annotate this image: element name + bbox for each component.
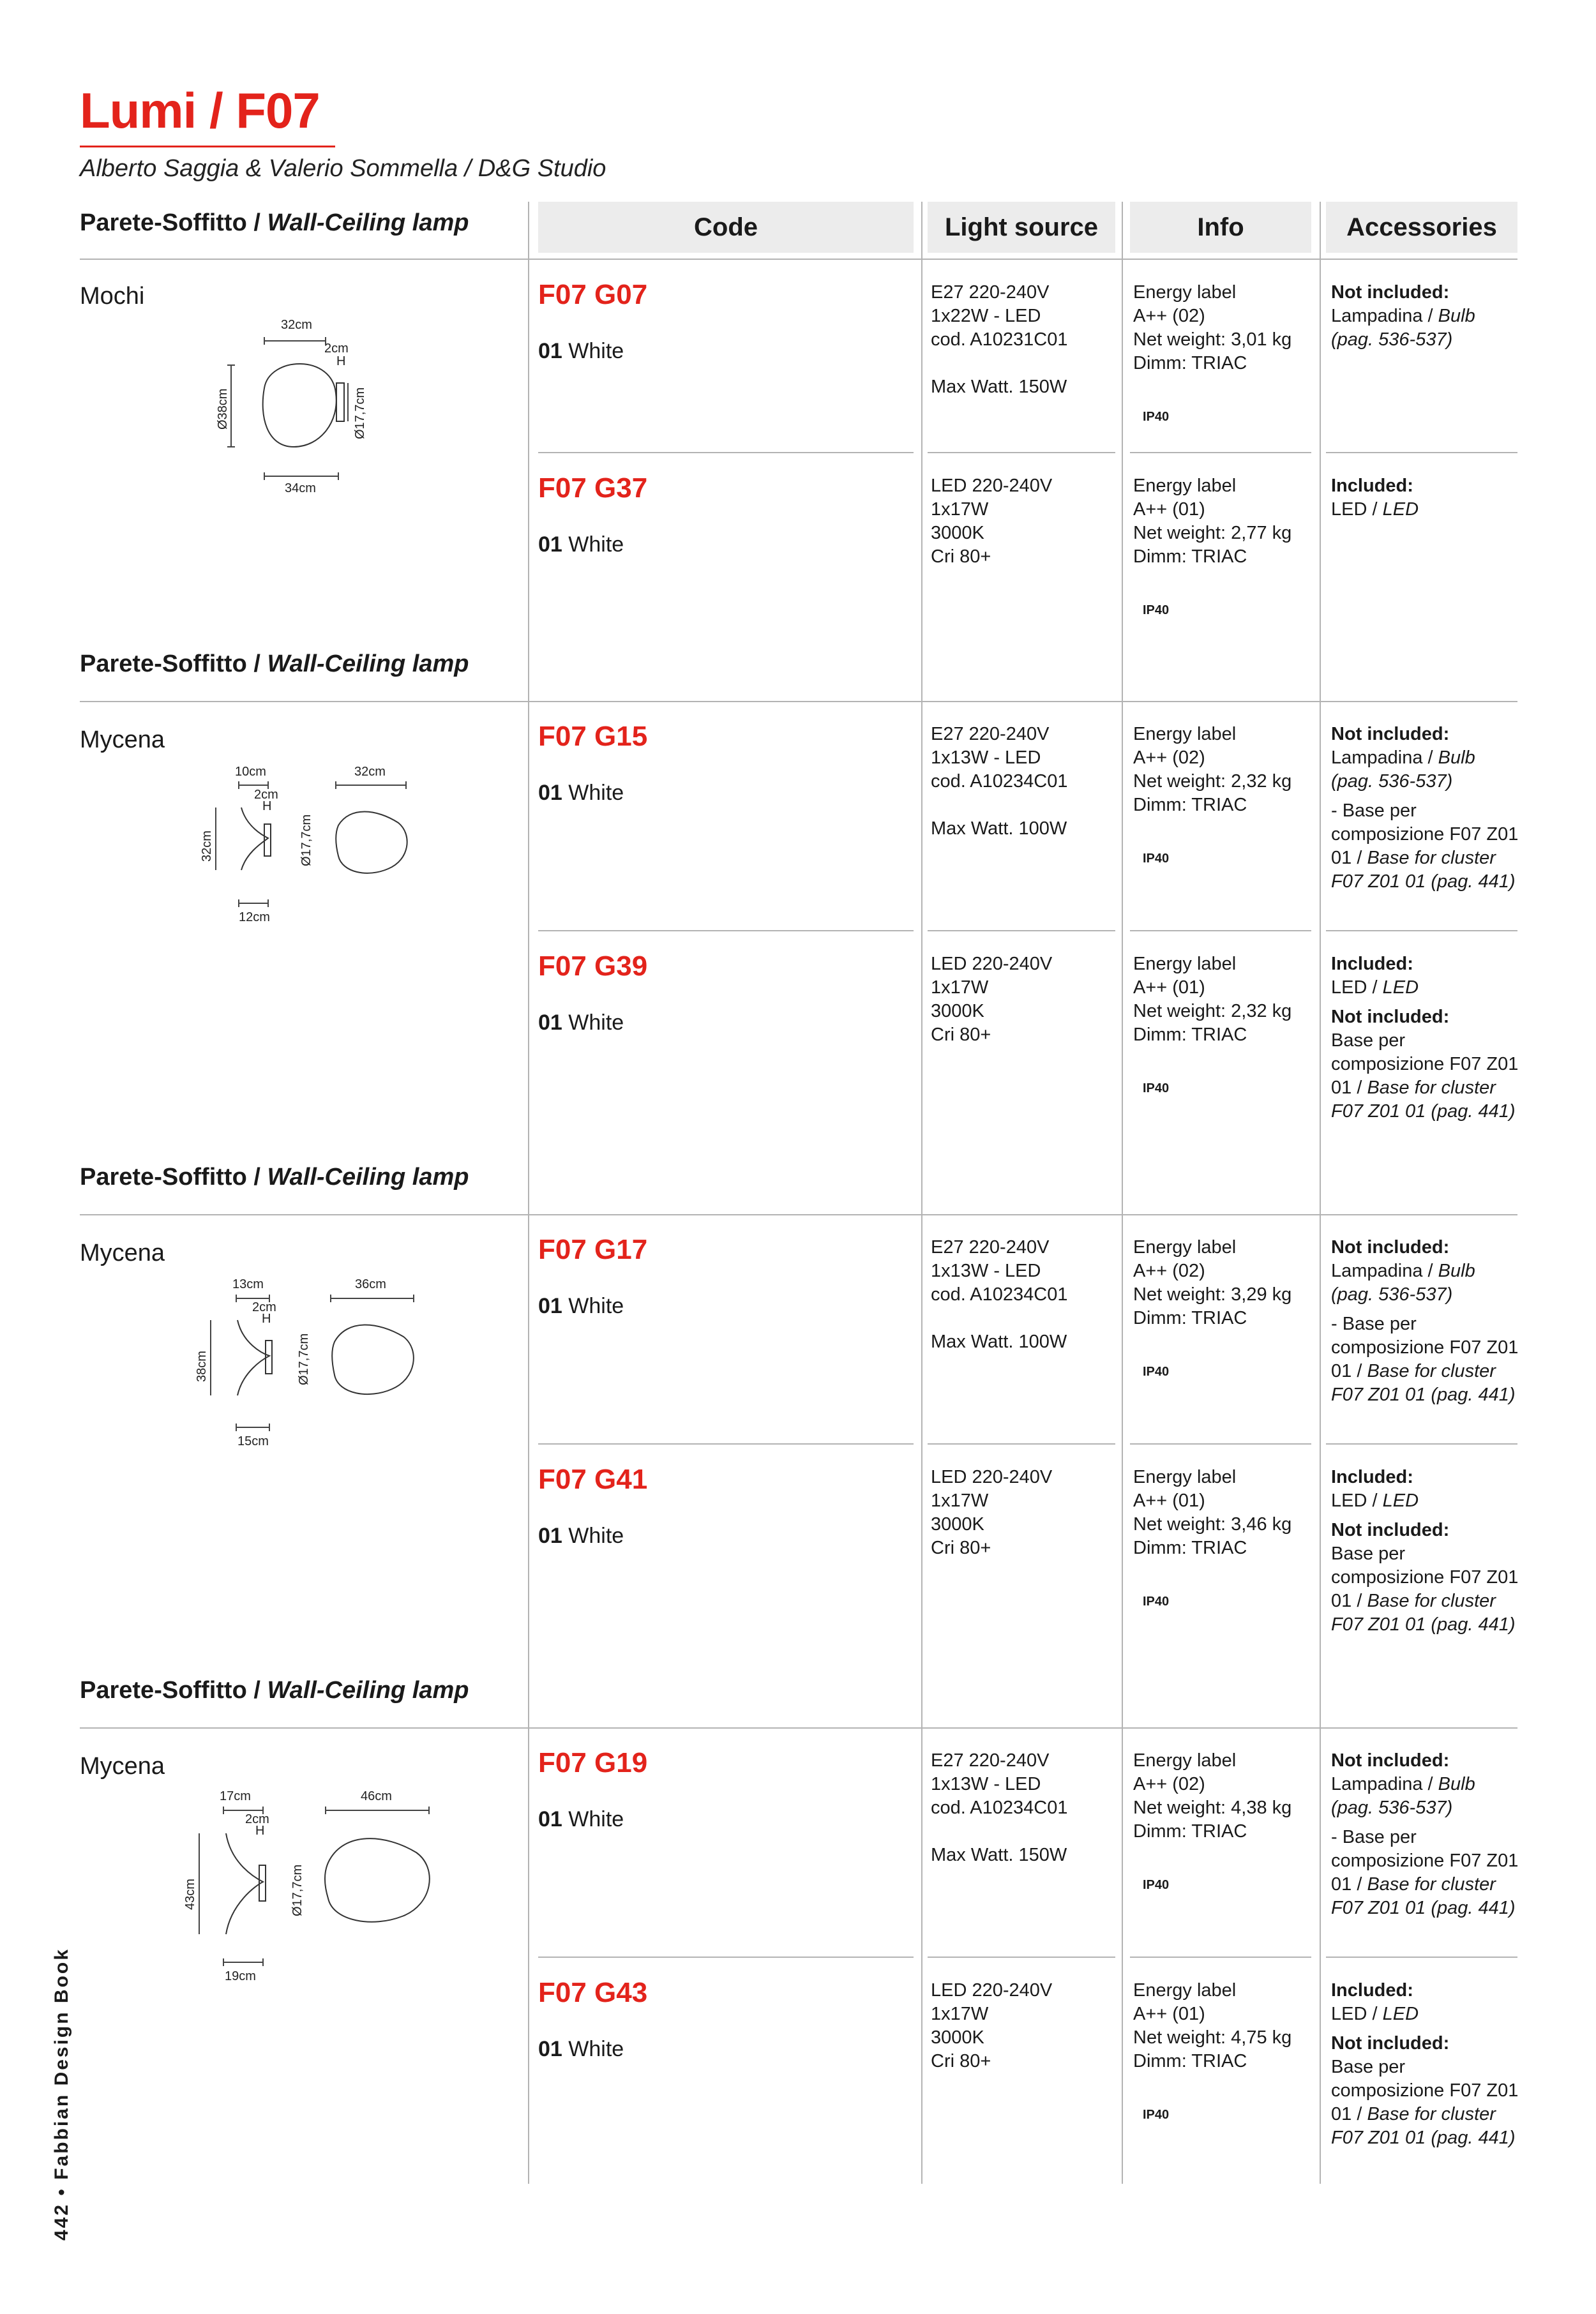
column-header-info: Info — [1130, 202, 1311, 253]
info-spec: Energy label A++ (01) Net weight: 3,46 kg Dimm: TRIAC — [1133, 1467, 1292, 1558]
info-spec: Energy label A++ (01) Net weight: 4,75 kg Dimm: TRIAC — [1133, 1980, 1292, 2071]
info-spec: Energy label A++ (01) Net weight: 2,77 kg Dimm: TRIAC — [1133, 476, 1292, 567]
ip-rating: IP40 — [1143, 1365, 1170, 1379]
svg-text:Ø17,7cm: Ø17,7cm — [299, 814, 313, 866]
row-divider — [538, 1443, 914, 1445]
page-footer: 442 • Fabbian Design Book — [51, 1948, 72, 2241]
accessories-spec: Not included: Lampadina / Bulb (pag. 536-537) - Base per composizione F07 Z01 01 / Base for cluster F07 Z01 01 (pag. 441) — [1331, 1237, 1519, 1405]
svg-text:36cm: 36cm — [355, 1277, 386, 1291]
section-divider — [80, 1214, 1517, 1215]
light-source-spec: LED 220-240V 1x17W 3000K Cri 80+ — [931, 1980, 1053, 2071]
mochi-dimension-drawing — [211, 313, 402, 498]
color-option: 01 White — [538, 2037, 624, 2061]
svg-text:38cm: 38cm — [195, 1351, 209, 1382]
product-code: F07 G07 — [538, 279, 648, 310]
color-option: 01 White — [538, 1524, 624, 1548]
ip-rating: IP40 — [1143, 1081, 1170, 1095]
category-label: Parete-Soffitto / Wall-Ceiling lamp — [80, 1164, 469, 1191]
accessories-spec: Included: LED / LED Not included: Base per composizione F07 Z01 01 / Base for cluster F07 Z01 01 (pag. 441) — [1331, 1467, 1519, 1635]
svg-text:19cm: 19cm — [225, 1969, 256, 1983]
product-code: F07 G41 — [538, 1464, 648, 1495]
row-divider — [928, 452, 1115, 453]
column-header-code: Code — [538, 202, 914, 253]
svg-text:17cm: 17cm — [220, 1789, 251, 1803]
svg-text:32cm: 32cm — [281, 318, 312, 332]
column-divider — [1122, 202, 1123, 2184]
color-option: 01 White — [538, 339, 624, 363]
product-code: F07 G39 — [538, 950, 648, 982]
svg-text:Ø17,7cm: Ø17,7cm — [290, 1864, 305, 1916]
column-divider — [528, 202, 529, 2184]
row-divider — [928, 1957, 1115, 1958]
svg-text:H: H — [262, 799, 272, 813]
row-divider — [538, 930, 914, 931]
row-divider — [928, 930, 1115, 931]
page-title: Lumi / F07 — [80, 82, 320, 139]
product-code: F07 G43 — [538, 1977, 648, 2008]
category-header: Parete-Soffitto / Wall-Ceiling lamp — [80, 209, 469, 236]
product-code: F07 G19 — [538, 1747, 648, 1778]
column-header-accessories: Accessories — [1326, 202, 1517, 253]
svg-text:2cm: 2cm — [254, 788, 278, 802]
row-divider — [1130, 1957, 1311, 1958]
ip-rating: IP40 — [1143, 852, 1170, 866]
column-divider — [921, 202, 922, 2184]
svg-text:13cm: 13cm — [232, 1277, 264, 1291]
accessories-spec: Not included: Lampadina / Bulb (pag. 536-537) - Base per composizione F07 Z01 01 / Base for cluster F07 Z01 01 (pag. 441) — [1331, 724, 1519, 892]
light-source-spec: LED 220-240V 1x17W 3000K Cri 80+ — [931, 1467, 1053, 1558]
svg-text:12cm: 12cm — [239, 910, 270, 924]
svg-text:32cm: 32cm — [354, 765, 386, 779]
row-divider — [1326, 452, 1517, 453]
svg-text:34cm: 34cm — [285, 481, 316, 495]
product-code: F07 G37 — [538, 472, 648, 504]
ip-rating: IP40 — [1143, 1878, 1170, 1892]
ip-rating: IP40 — [1143, 410, 1170, 424]
info-spec: Energy label A++ (02) Net weight: 2,32 kg Dimm: TRIAC — [1133, 724, 1292, 815]
color-option: 01 White — [538, 781, 624, 805]
ip-rating: IP40 — [1143, 603, 1170, 617]
svg-text:Ø17,7cm: Ø17,7cm — [353, 387, 367, 439]
title-underline — [80, 146, 335, 147]
color-option: 01 White — [538, 1807, 624, 1831]
category-label: Parete-Soffitto / Wall-Ceiling lamp — [80, 1677, 469, 1704]
info-spec: Energy label A++ (02) Net weight: 4,38 kg Dimm: TRIAC — [1133, 1750, 1292, 1842]
row-divider — [1326, 1957, 1517, 1958]
model-name: Mochi — [80, 283, 145, 310]
section-divider — [80, 1727, 1517, 1729]
row-divider — [928, 1443, 1115, 1445]
row-divider — [1130, 452, 1311, 453]
svg-text:Ø38cm: Ø38cm — [216, 388, 230, 430]
designer-credit: Alberto Saggia & Valerio Sommella / D&G Studio — [80, 155, 606, 182]
svg-text:15cm: 15cm — [237, 1434, 269, 1448]
ip-rating: IP40 — [1143, 1595, 1170, 1609]
light-source-spec: E27 220-240V 1x13W - LED cod. A10234C01 Max Watt. 150W — [931, 1750, 1068, 1865]
mycena-dimension-drawing — [185, 756, 453, 929]
product-code: F07 G15 — [538, 721, 648, 752]
light-source-spec: LED 220-240V 1x17W 3000K Cri 80+ — [931, 476, 1053, 567]
accessories-spec: Not included: Lampadina / Bulb (pag. 536-537) — [1331, 282, 1475, 350]
svg-text:Ø17,7cm: Ø17,7cm — [297, 1333, 311, 1385]
row-divider — [1326, 1443, 1517, 1445]
section-divider — [80, 259, 1517, 260]
info-spec: Energy label A++ (02) Net weight: 3,01 kg Dimm: TRIAC — [1133, 282, 1292, 373]
color-option: 01 White — [538, 1010, 624, 1035]
accessories-spec: Included: LED / LED Not included: Base per composizione F07 Z01 01 / Base for cluster F07 Z01 01 (pag. 441) — [1331, 954, 1519, 1122]
svg-text:43cm: 43cm — [183, 1879, 197, 1910]
ip-rating: IP40 — [1143, 2108, 1170, 2122]
info-spec: Energy label A++ (02) Net weight: 3,29 kg Dimm: TRIAC — [1133, 1237, 1292, 1328]
model-name: Mycena — [80, 726, 165, 753]
accessories-spec: Included: LED / LED — [1331, 476, 1419, 520]
model-name: Mycena — [80, 1240, 165, 1266]
column-divider — [1320, 202, 1321, 2184]
svg-text:32cm: 32cm — [200, 830, 214, 862]
accessories-spec: Included: LED / LED Not included: Base per composizione F07 Z01 01 / Base for cluster F07 Z01 01 (pag. 441) — [1331, 1980, 1519, 2148]
info-spec: Energy label A++ (01) Net weight: 2,32 kg Dimm: TRIAC — [1133, 954, 1292, 1045]
row-divider — [1130, 1443, 1311, 1445]
mycena-dimension-drawing — [179, 1270, 447, 1455]
svg-text:H: H — [336, 354, 346, 368]
row-divider — [538, 1957, 914, 1958]
product-code: F07 G17 — [538, 1234, 648, 1265]
row-divider — [538, 452, 914, 453]
light-source-spec: LED 220-240V 1x17W 3000K Cri 80+ — [931, 954, 1053, 1045]
category-label: Parete-Soffitto / Wall-Ceiling lamp — [80, 650, 469, 677]
row-divider — [1326, 930, 1517, 931]
column-header-light-source: Light source — [928, 202, 1115, 253]
svg-text:H: H — [255, 1824, 265, 1838]
svg-text:46cm: 46cm — [361, 1789, 392, 1803]
color-option: 01 White — [538, 1294, 624, 1318]
accessories-spec: Not included: Lampadina / Bulb (pag. 536-537) - Base per composizione F07 Z01 01 / Base for cluster F07 Z01 01 (pag. 441) — [1331, 1750, 1519, 1918]
svg-text:2cm: 2cm — [245, 1812, 269, 1826]
svg-text:10cm: 10cm — [235, 765, 266, 779]
row-divider — [1130, 930, 1311, 931]
light-source-spec: E27 220-240V 1x22W - LED cod. A10231C01 Max Watt. 150W — [931, 282, 1068, 397]
section-divider — [80, 701, 1517, 702]
color-option: 01 White — [538, 532, 624, 557]
model-name: Mycena — [80, 1753, 165, 1780]
svg-text:H: H — [262, 1312, 271, 1326]
svg-text:2cm: 2cm — [324, 342, 349, 356]
mycena-dimension-drawing — [166, 1782, 460, 1987]
svg-text:2cm: 2cm — [252, 1300, 276, 1314]
light-source-spec: E27 220-240V 1x13W - LED cod. A10234C01 Max Watt. 100W — [931, 1237, 1068, 1352]
light-source-spec: E27 220-240V 1x13W - LED cod. A10234C01 Max Watt. 100W — [931, 724, 1068, 839]
